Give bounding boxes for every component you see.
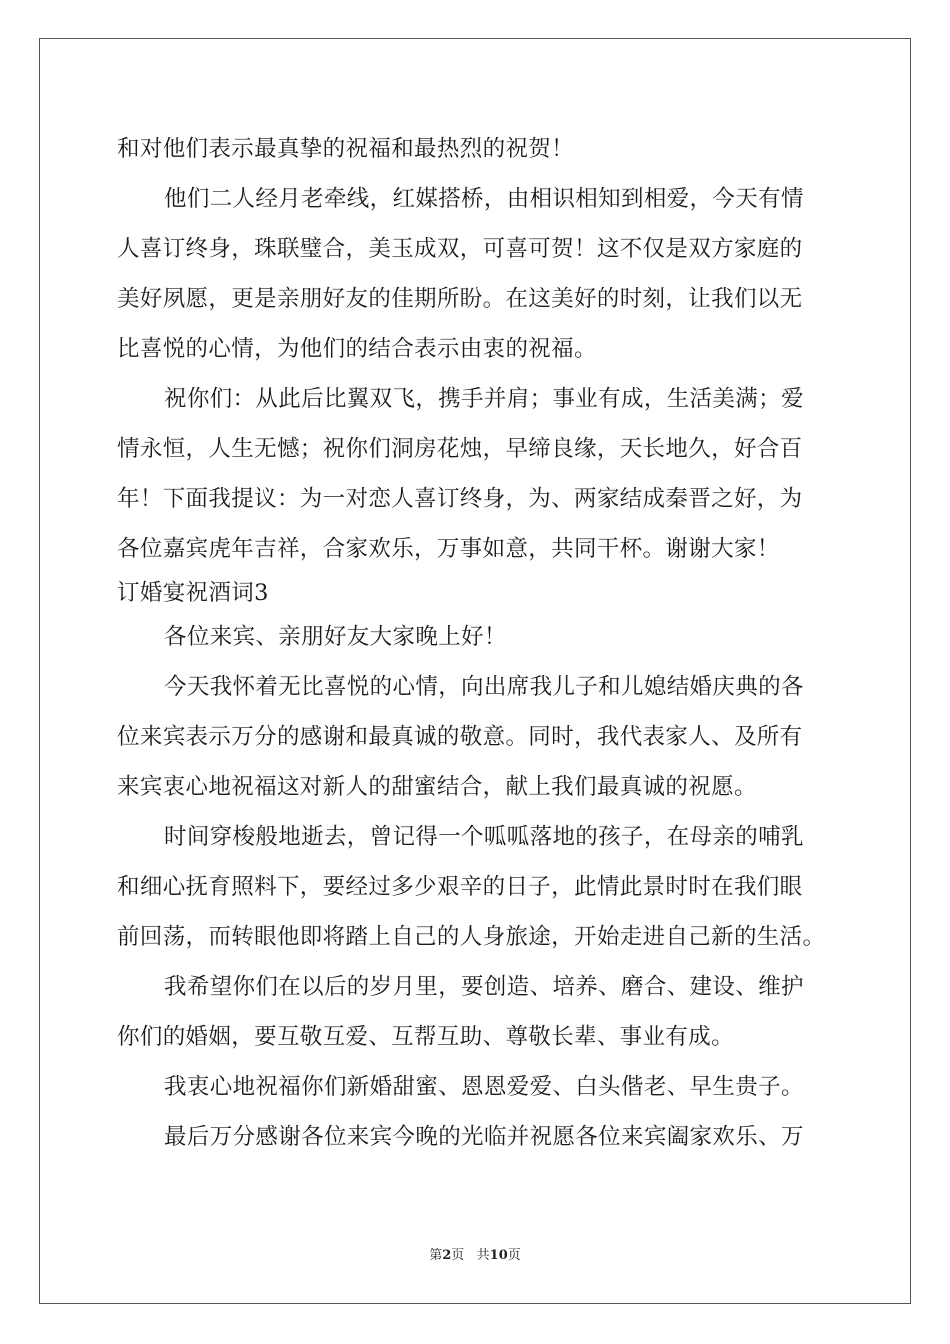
page-footer	[0, 1244, 950, 1263]
text-line: 来宾衷心地祝福这对新人的甜蜜结合，献上我们最真诚的祝愿。	[117, 774, 757, 800]
text-line: 祝你们：从此后比翼双飞，携手并肩；事业有成，生活美满；爱	[164, 386, 804, 412]
text-line: 最后万分感谢各位来宾今晚的光临并祝愿各位来宾阖家欢乐、万	[164, 1124, 804, 1150]
text-line: 我衷心地祝福你们新婚甜蜜、恩恩爱爱、白头偕老、早生贵子。	[164, 1074, 804, 1100]
text-line: 年！下面我提议：为一对恋人喜订终身，为、两家结成秦晋之好，为	[117, 486, 803, 512]
footer-suffix: 页	[507, 1248, 521, 1263]
footer-page-number: 2	[442, 1248, 452, 1263]
text-line: 美好夙愿，更是亲朋好友的佳期所盼。在这美好的时刻，让我们以无	[117, 286, 803, 312]
section-heading: 订婚宴祝酒词3	[117, 580, 269, 606]
text-line: 情永恒，人生无憾；祝你们洞房花烛，早缔良缘，天长地久，好合百	[117, 436, 803, 462]
text-line: 各位嘉宾虎年吉祥，合家欢乐，万事如意，共同干杯。谢谢大家！	[117, 536, 780, 562]
paragraph-block-1	[117, 124, 837, 574]
paragraph-block-2	[117, 612, 837, 1162]
text-line: 和对他们表示最真挚的祝福和最热烈的祝贺！	[117, 136, 575, 162]
text-line: 比喜悦的心情，为他们的结合表示由衷的祝福。	[117, 336, 597, 362]
document-body	[117, 124, 837, 1162]
text-line: 和细心抚育照料下，要经过多少艰辛的日子，此情此景时时在我们眼	[117, 874, 803, 900]
text-line: 你们的婚姻，要互敬互爱、互帮互助、尊敬长辈、事业有成。	[117, 1024, 734, 1050]
text-line: 时间穿梭般地逝去，曾记得一个呱呱落地的孩子，在母亲的哺乳	[164, 824, 804, 850]
text-line: 今天我怀着无比喜悦的心情，向出席我儿子和儿媳结婚庆典的各	[164, 674, 804, 700]
footer-total-pages: 10	[489, 1248, 508, 1263]
text-line: 他们二人经月老牵线，红媒搭桥，由相识相知到相爱，今天有情	[164, 186, 804, 212]
text-line: 前回荡，而转眼他即将踏上自己的人身旅途，开始走进自己新的生活。	[117, 924, 826, 950]
text-line: 各位来宾、亲朋好友大家晚上好！	[164, 624, 507, 650]
footer-middle: 页 共	[451, 1248, 490, 1263]
footer-prefix: 第	[429, 1248, 443, 1263]
text-line: 我希望你们在以后的岁月里，要创造、培养、磨合、建设、维护	[164, 974, 804, 1000]
text-line: 人喜订终身，珠联璧合，美玉成双，可喜可贺！这不仅是双方家庭的	[117, 236, 803, 262]
text-line: 位来宾表示万分的感谢和最真诚的敬意。同时，我代表家人、及所有	[117, 724, 803, 750]
